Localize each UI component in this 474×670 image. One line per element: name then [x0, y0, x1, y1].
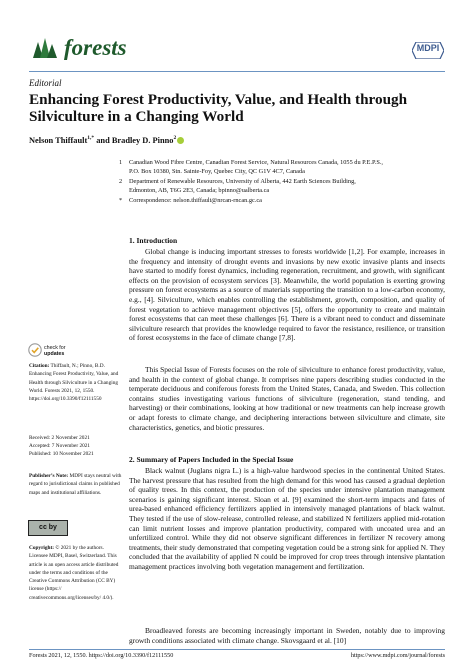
article-type: Editorial: [29, 78, 62, 88]
orcid-icon[interactable]: [177, 137, 184, 144]
check-line: check for: [44, 345, 66, 351]
forests-logo-icon: [29, 36, 59, 60]
section-heading-summary: 2. Summary of Papers Included in the Special Issue: [129, 455, 294, 464]
published-date: Published: 10 November 2021: [29, 451, 94, 457]
check-line: updates: [44, 351, 65, 357]
received-date: Received: 2 November 2021: [29, 435, 90, 441]
author-sup: 2: [173, 135, 177, 141]
affiliation-line: Edmonton, AB, T6G 2E3, Canada; bpinno@ualberta.ca: [129, 187, 270, 194]
copyright-block: [29, 544, 123, 602]
correspondence: [119, 196, 444, 205]
paragraph-1: Global change is inducing important stresses to forests worldwide [1,2]. For example, increases in the frequency and intensity of drought events and invasions by new exotic invasive plants and insects have started to modify forest dynamics, including regeneration, recruitment, and growth, with significant effects on the provision of ecosystem services [3]. Meanwhile, the world population is exerting growing pressure on forest ecosystems as a source of materials supporting the transition to a low-carbon economy, e.g., [4]. Silviculture, which enables controlling the establishment, growth, composition, and quality of forest vegetation to achieve management objectives [5], offers the opportunity to create and maintain forest ecosystems that can meet these challenges [6]. There is a vibrant need to conduct and disseminate silviculture research that provides the knowledge required to favor the resistance, resilience, or transition of forest ecosystems in the face of climate change [7,8].: [129, 247, 445, 343]
author-list: [29, 135, 184, 145]
header-rule: [29, 71, 445, 72]
affiliation-2: [119, 177, 444, 195]
cc-badge-text: cc by: [39, 524, 57, 531]
paragraph-2: This Special Issue of Forests focuses on the role of silviculture to enhance forest productivity, value, and health in the context of global change. It comprises nine papers describing studies conducted in the temperate deciduous and coniferous forests from the United States, Canada, and Sweden. This collection contains studies investigating various functions of silviculture (regeneration, stand tending, and harvesting) or their combinations, looking at how traditional or new treatments can help increase growth or adapt forests to climate change, and deciphering interactions between silviculture and climate, site characteristics, genetics, and biotic pressures.: [129, 365, 445, 432]
publisher-note-text: MDPI stays neutral with regard to jurisdictional claims in published maps and institutional affiliations.: [29, 473, 122, 496]
publisher-name: MDPI: [416, 43, 440, 53]
author-conjunction: and: [94, 135, 112, 145]
author-name[interactable]: Bradley D. Pinno: [111, 135, 174, 145]
check-for-updates-label[interactable]: [44, 345, 66, 357]
affiliation-line: P.O. Box 10380, Stn. Sainte-Foy, Quebec City, QC G1V 4C7, Canada: [129, 168, 305, 175]
affiliation-number: 2: [119, 178, 123, 185]
paragraph-3: Black walnut (Juglans nigra L.) is a high-value hardwood species in the continental United States. The harvest pressure that has resulted from the high demand for this wood has caused a gradual depletion of quality trees. In this context, the production of the species under intensive plantation management scenarios is gaining significant interest. Sloan et al. [9] examined the short-term impacts and fates of urea-based enhanced efficiency fertilizers applied in intensively managed plantations of black walnut. They tested if the use of slow-release, controlled release, and stabilized N fertilizers applied mid-rotation can limit nutrient losses and improve plantation productivity, compared with uncoated urea and an unfertilized control. While they did not observe significant differences in fertilizer N recovery among treatments, their study demonstrated that competing vegetation could be a strong sink for applied N. They concluded that the availability of applied N could be improved for crop trees through intensive plantation management practices involving both vegetation management and fertilization.: [129, 466, 445, 571]
affiliation-number: *: [119, 197, 123, 204]
journal-name: forests: [64, 35, 127, 60]
affiliation-line: Department of Renewable Resources, University of Alberta, 442 Earth Sciences Building,: [129, 178, 356, 185]
citation-block: [29, 362, 123, 403]
author-name[interactable]: Nelson Thiffault: [29, 135, 88, 145]
affiliation-line: Canadian Wood Fibre Centre, Canadian Forest Service, Natural Resources Canada, 1055 du P.E.P.S.,: [129, 159, 384, 166]
copyright-label: Copyright:: [29, 545, 55, 551]
affiliation-1: [119, 158, 444, 176]
accepted-date: Accepted: 7 November 2021: [29, 443, 91, 449]
cc-by-license-icon[interactable]: [28, 520, 68, 536]
publisher-note-label: Publisher’s Note:: [29, 473, 69, 479]
citation-text: Thiffault, N.; Pinno, B.D. Enhancing Forest Productivity, Value, and Health through Silviculture in a Changing World. Forests 2021, 12, 1550. https://doi.org/10.3390/f12111550: [29, 363, 119, 403]
publisher-note: [29, 472, 123, 497]
correspondence-line[interactable]: Correspondence: nelson.thiffault@nrcan-rncan.gc.ca: [129, 197, 262, 204]
section-heading-introduction: 1. Introduction: [129, 236, 178, 245]
footer-citation: Forests 2021, 12, 1550. https://doi.org/10.3390/f12111550: [29, 652, 174, 659]
citation-label: Citation:: [29, 363, 50, 369]
footer-journal-url[interactable]: https://www.mdpi.com/journal/forests: [350, 652, 445, 659]
affiliation-number: 1: [119, 159, 123, 166]
author-sup: 1,*: [87, 135, 95, 141]
check-for-updates-icon[interactable]: [28, 343, 42, 357]
footer-rule: [29, 649, 445, 650]
copyright-text: © 2021 by the authors. Licensee MDPI, Basel, Switzerland. This article is an open access article distributed under the terms and conditions of the Creative Commons Attribution (CC BY) license (https:// creativecommons.org/licenses/by/ 4.0/).: [29, 545, 119, 601]
paragraph-4: Broadleaved forests are becoming increasingly important in Sweden, notably due to improving growth conditions associated with climate change. Skovsgaard et al. [10]: [129, 626, 445, 645]
article-title: Enhancing Forest Productivity, Value, and Health through Silviculture in a Changing World: [29, 91, 408, 125]
